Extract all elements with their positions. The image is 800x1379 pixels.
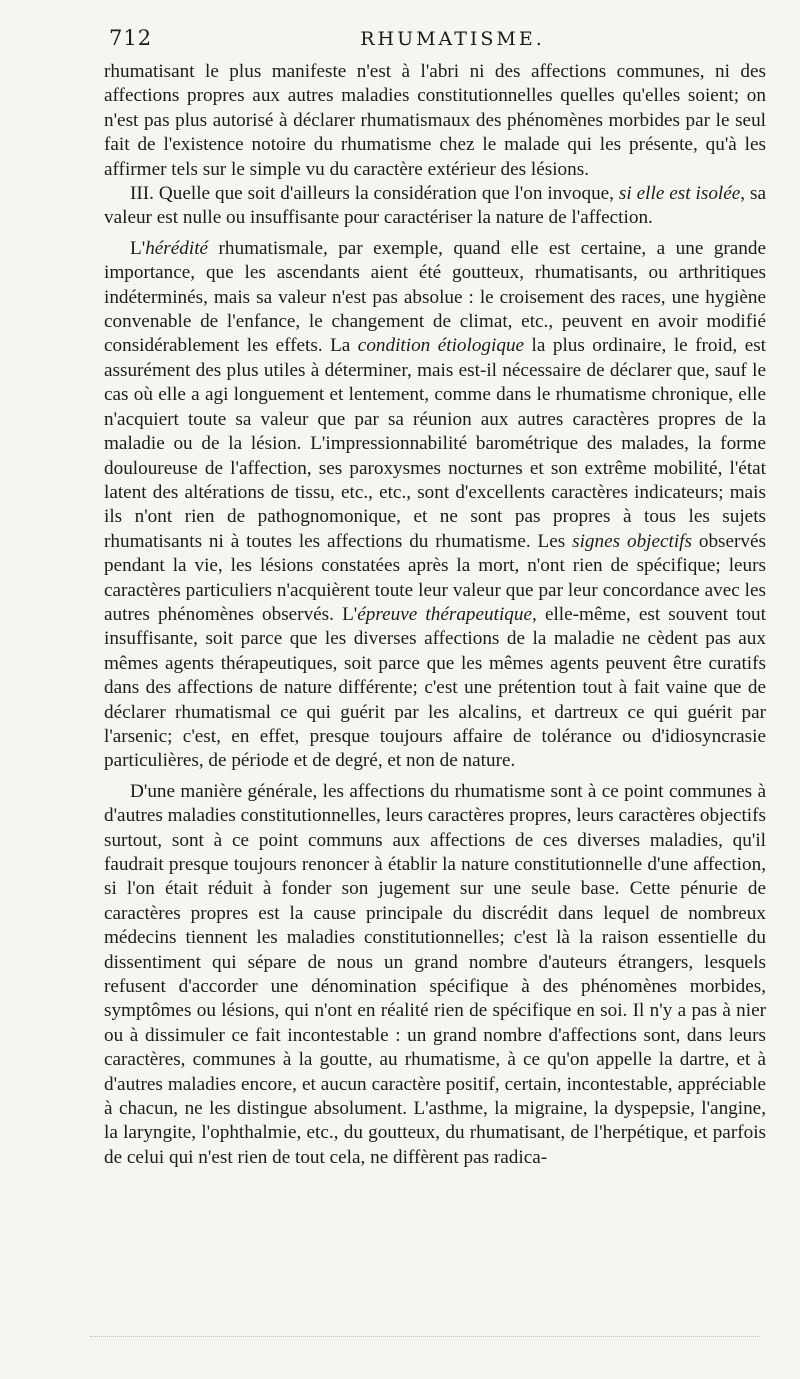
paragraph-text: , sa valeur est nulle ou insuffisante pour caractériser la nature de l'affection. xyxy=(104,183,767,229)
page-number: 712 xyxy=(109,26,153,50)
body-text xyxy=(104,60,766,1170)
paragraph-text: rhumatisant le plus manifeste n'est à l'abri ni des affections communes, ni des affections propres aux autres maladies constitutionnelles quelles qu'elles soient; on n'est pas plus autorisé à déclarer rhumatismaux des phénomènes morbides par le seul fait de l'existence notoire du rhumatisme chez le malade qui les présente, qu'à les affirmer tels sur le simple vu du caractère extérieur des lésions. xyxy=(104,61,766,180)
paragraph-general xyxy=(104,780,766,1171)
paragraph-text: III. Quelle que soit d'ailleurs la considération que l'on invoque, xyxy=(130,183,619,205)
paragraph-text: D'une manière générale, les affections du rhumatisme sont à ce point communes à d'autres maladies constitutionnelles, leurs caractères propres, leurs caractères objectifs surtout, sont à ce point communs aux affections de ces diverses maladies, qu'il faudrait presque toujours renoncer à établir la nature constitutionnelle d'une affection, si l'on était réduit à fonder son jugement sur une seule base. Cette pénurie de caractères propres est la cause principale du discrédit dans lequel de nombreux médecins tiennent les maladies constitutionnelles; c'est là la raison essentielle du dissentiment qui sépare de nous un grand nombre d'auteurs étrangers, lesquels refusent d'accorder une dénomination spécifique à des phénomènes morbides, symptômes ou lésions, qui n'ont en réalité rien de spécifique en soi. Il n'y a pas à nier ou à dissimuler ce fait incontestable : un grand nombre d'affections sont, dans leurs caractères, communes à la goutte, au rhumatisme, à ce qu'on appelle la dartre, et à d'autres maladies encore, et aucun caractère positif, certain, incontestable, appréciable à chacun, ne les distingue absolument. L'asthme, la migraine, la dyspepsie, l'angine, la laryngite, l'ophthalmie, etc., du goutteux, du rhumatisant, de l'herpétique, et parfois de celui qui n'est rien de tout cela, ne diffèrent pas radica- xyxy=(104,780,766,1168)
paragraph-continuation xyxy=(104,60,766,182)
footer-rule xyxy=(90,1336,760,1338)
paragraph-text: rhumatismale, par exemple, quand elle est certaine, a une grande importance, que les ascendants aient été goutteux, rhumatisants, ou arthritiques indéterminés, mais sa valeur n'est pas absolue : le croisement des races, une hygiène convenable de l'enfance, le changement de climat, etc., peuvent en avoir modifié considérablement les effets. La xyxy=(104,237,766,357)
paragraph-text: observés pendant la vie, les lésions constatées après la mort, n'ont rien de spécifique; leurs caractères particuliers n'acquièrent toute leur valeur que par leur concordance avec les autres phénomènes observés. L' xyxy=(104,530,766,625)
italic-phrase: épreuve thérapeutique xyxy=(357,603,532,625)
paragraph-text: la plus ordinaire, le froid, est assurément des plus utiles à déterminer, mais est-il nécessaire de déclarer que, sauf le cas où elle a agi longuement et lentement, comme dans le rhumatisme chronique, elle n'acquiert toute sa valeur que par sa réunion aux autres caractères propres de la maladie ou de la lésion. L'impressionnabilité barométrique des malades, la forme douloureuse de l'affection, ses paroxysmes nocturnes et son extrême mobilité, l'état latent des altérations de tissu, etc., etc., sont d'excellents caractères indicateurs; mais ils n'ont rien de pathognomonique, et ne sont pas propres à tous les sujets rhumatisants ni à toutes les affections du rhumatisme. Les xyxy=(104,335,767,552)
paragraph-text: L' xyxy=(130,237,146,259)
italic-phrase: condition étiologique xyxy=(357,335,525,357)
italic-phrase: signes objectifs xyxy=(572,530,692,552)
running-title: RHUMATISME. xyxy=(360,28,545,50)
italic-phrase: si elle est isolée xyxy=(618,183,741,205)
paragraph-text: , elle-même, est souvent tout insuffisante, soit parce que les diverses affections de la maladie ne cèdent pas aux mêmes agents thérapeutiques, soit parce que les mêmes agents peuvent être curatifs dans des affections de nature différente; c'est une prétention tout à fait vaine que de déclarer rhumatismal ce qui guérit par les alcalins, et dartreux ce qui guérit par l'arsenic; c'est, en effet, presque toujours affaire de tolérance ou d'idiosyncrasie particulières, de période et de degré, et non de nature. xyxy=(104,603,766,772)
italic-phrase: hérédité xyxy=(145,237,209,259)
paragraph-section-iii xyxy=(104,182,766,231)
paragraph-heredite xyxy=(104,237,766,774)
